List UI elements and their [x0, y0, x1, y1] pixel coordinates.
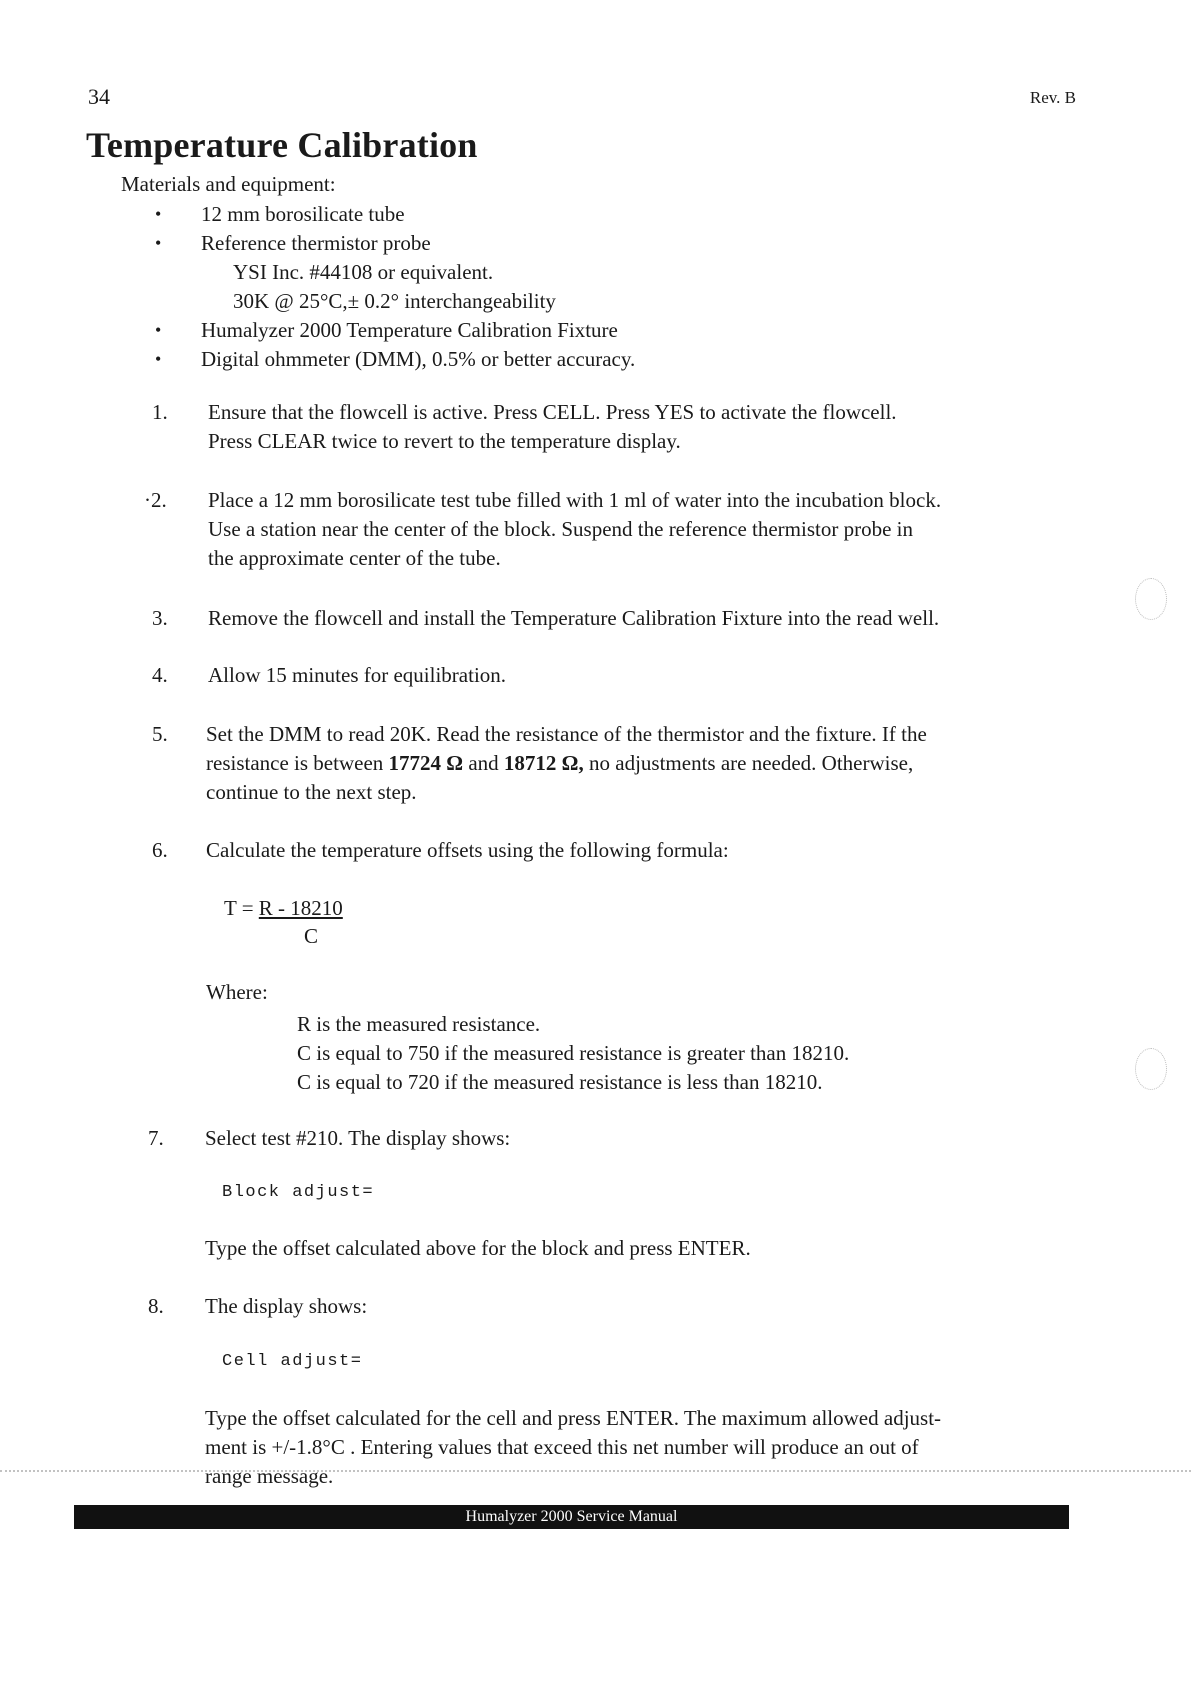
step-2	[144, 486, 1102, 573]
step-text: The display shows:	[205, 1294, 368, 1318]
step-text: Place a 12 mm borosilicate test tube filled with 1 ml of water into the incubation block.	[208, 488, 942, 512]
step-4	[152, 661, 1102, 690]
definition-line: C is equal to 720 if the measured resistance is less than 18210.	[297, 1070, 823, 1094]
where-definitions	[297, 1010, 849, 1097]
step-number: 8.	[148, 1294, 164, 1318]
cell-instruction	[205, 1404, 1155, 1491]
step-1	[152, 398, 1102, 456]
block-adjust-display: Block adjust=	[222, 1183, 375, 1202]
list-item: • Reference thermistor probe	[155, 229, 635, 258]
step-text: Set the DMM to read 20K. Read the resistance of the thermistor and the fixture. If the	[206, 722, 927, 746]
step-7	[148, 1124, 1102, 1153]
footer-title: Humalyzer 2000 Service Manual	[465, 1508, 678, 1525]
scan-artifact-line	[0, 1470, 1191, 1472]
definition-line: R is the measured resistance.	[297, 1012, 541, 1036]
step-text: Select test #210. The display shows:	[205, 1126, 511, 1150]
block-instruction: Type the offset calculated above for the block and press ENTER.	[205, 1236, 751, 1260]
formula	[224, 894, 343, 950]
step-number: 5.	[152, 722, 168, 746]
step-number: 3.	[152, 606, 168, 630]
step-number: 1.	[152, 400, 168, 424]
step-text: ment is +/-1.8°C . Entering values that exceed this net number will produce an out of	[205, 1435, 919, 1459]
step-text: range message.	[205, 1464, 334, 1488]
step-number: 6.	[152, 838, 168, 862]
definition-line: C is equal to 750 if the measured resistance is greater than 18210.	[297, 1041, 850, 1065]
step-5	[152, 720, 1102, 807]
step-text: Allow 15 minutes for equilibration.	[208, 663, 507, 687]
step-text: Press CLEAR twice to revert to the temperature display.	[208, 429, 681, 453]
formula-lhs: T =	[224, 896, 259, 920]
formula-numerator: R - 18210	[258, 896, 343, 920]
step-text: Type the offset calculated for the cell and press ENTER. The maximum allowed adjust-	[205, 1406, 942, 1430]
punch-hole-icon	[1135, 578, 1167, 620]
step-number: 7.	[148, 1126, 164, 1150]
step-text: continue to the next step.	[206, 780, 417, 804]
where-label: Where:	[206, 980, 268, 1004]
cell-adjust-display: Cell adjust=	[222, 1352, 363, 1371]
page-title: Temperature Calibration	[86, 125, 478, 165]
step-3	[152, 604, 1102, 633]
step-text: Ensure that the flowcell is active. Press CELL. Press YES to activate the flowcell.	[208, 400, 897, 424]
punch-hole-icon	[1135, 1048, 1167, 1090]
step-number: ·2.	[144, 488, 167, 512]
step-8	[148, 1292, 1102, 1321]
footer-bar	[74, 1505, 1069, 1529]
list-item: • Humalyzer 2000 Temperature Calibration Fixture	[155, 316, 635, 345]
min-resistance: 17724 Ω	[388, 751, 464, 775]
step-text: Calculate the temperature offsets using the following formula:	[206, 838, 729, 862]
list-item: • 12 mm borosilicate tube	[155, 200, 635, 229]
materials-heading: Materials and equipment:	[121, 172, 336, 196]
revision-label: Rev. B	[1029, 88, 1076, 107]
probe-detail: 30K @ 25°C,± 0.2° interchangeability	[233, 289, 556, 313]
step-number: 4.	[152, 663, 168, 687]
step-text: Remove the flowcell and install the Temperature Calibration Fixture into the read well.	[208, 606, 940, 630]
probe-detail: YSI Inc. #44108 or equivalent.	[233, 260, 494, 284]
step-text: Use a station near the center of the block. Suspend the reference thermistor probe in	[208, 517, 913, 541]
page-number: 34	[88, 84, 110, 109]
list-item: • Digital ohmmeter (DMM), 0.5% or better accuracy.	[155, 345, 635, 374]
step-6	[152, 836, 1102, 865]
step-text: the approximate center of the tube.	[208, 546, 501, 570]
formula-denominator: C	[304, 924, 319, 948]
step-text: resistance is between 17724 Ω and 18712 Ω, no adjustments are needed. Otherwise,	[206, 751, 914, 775]
max-resistance: 18712 Ω,	[503, 751, 584, 775]
materials-list	[155, 200, 635, 374]
